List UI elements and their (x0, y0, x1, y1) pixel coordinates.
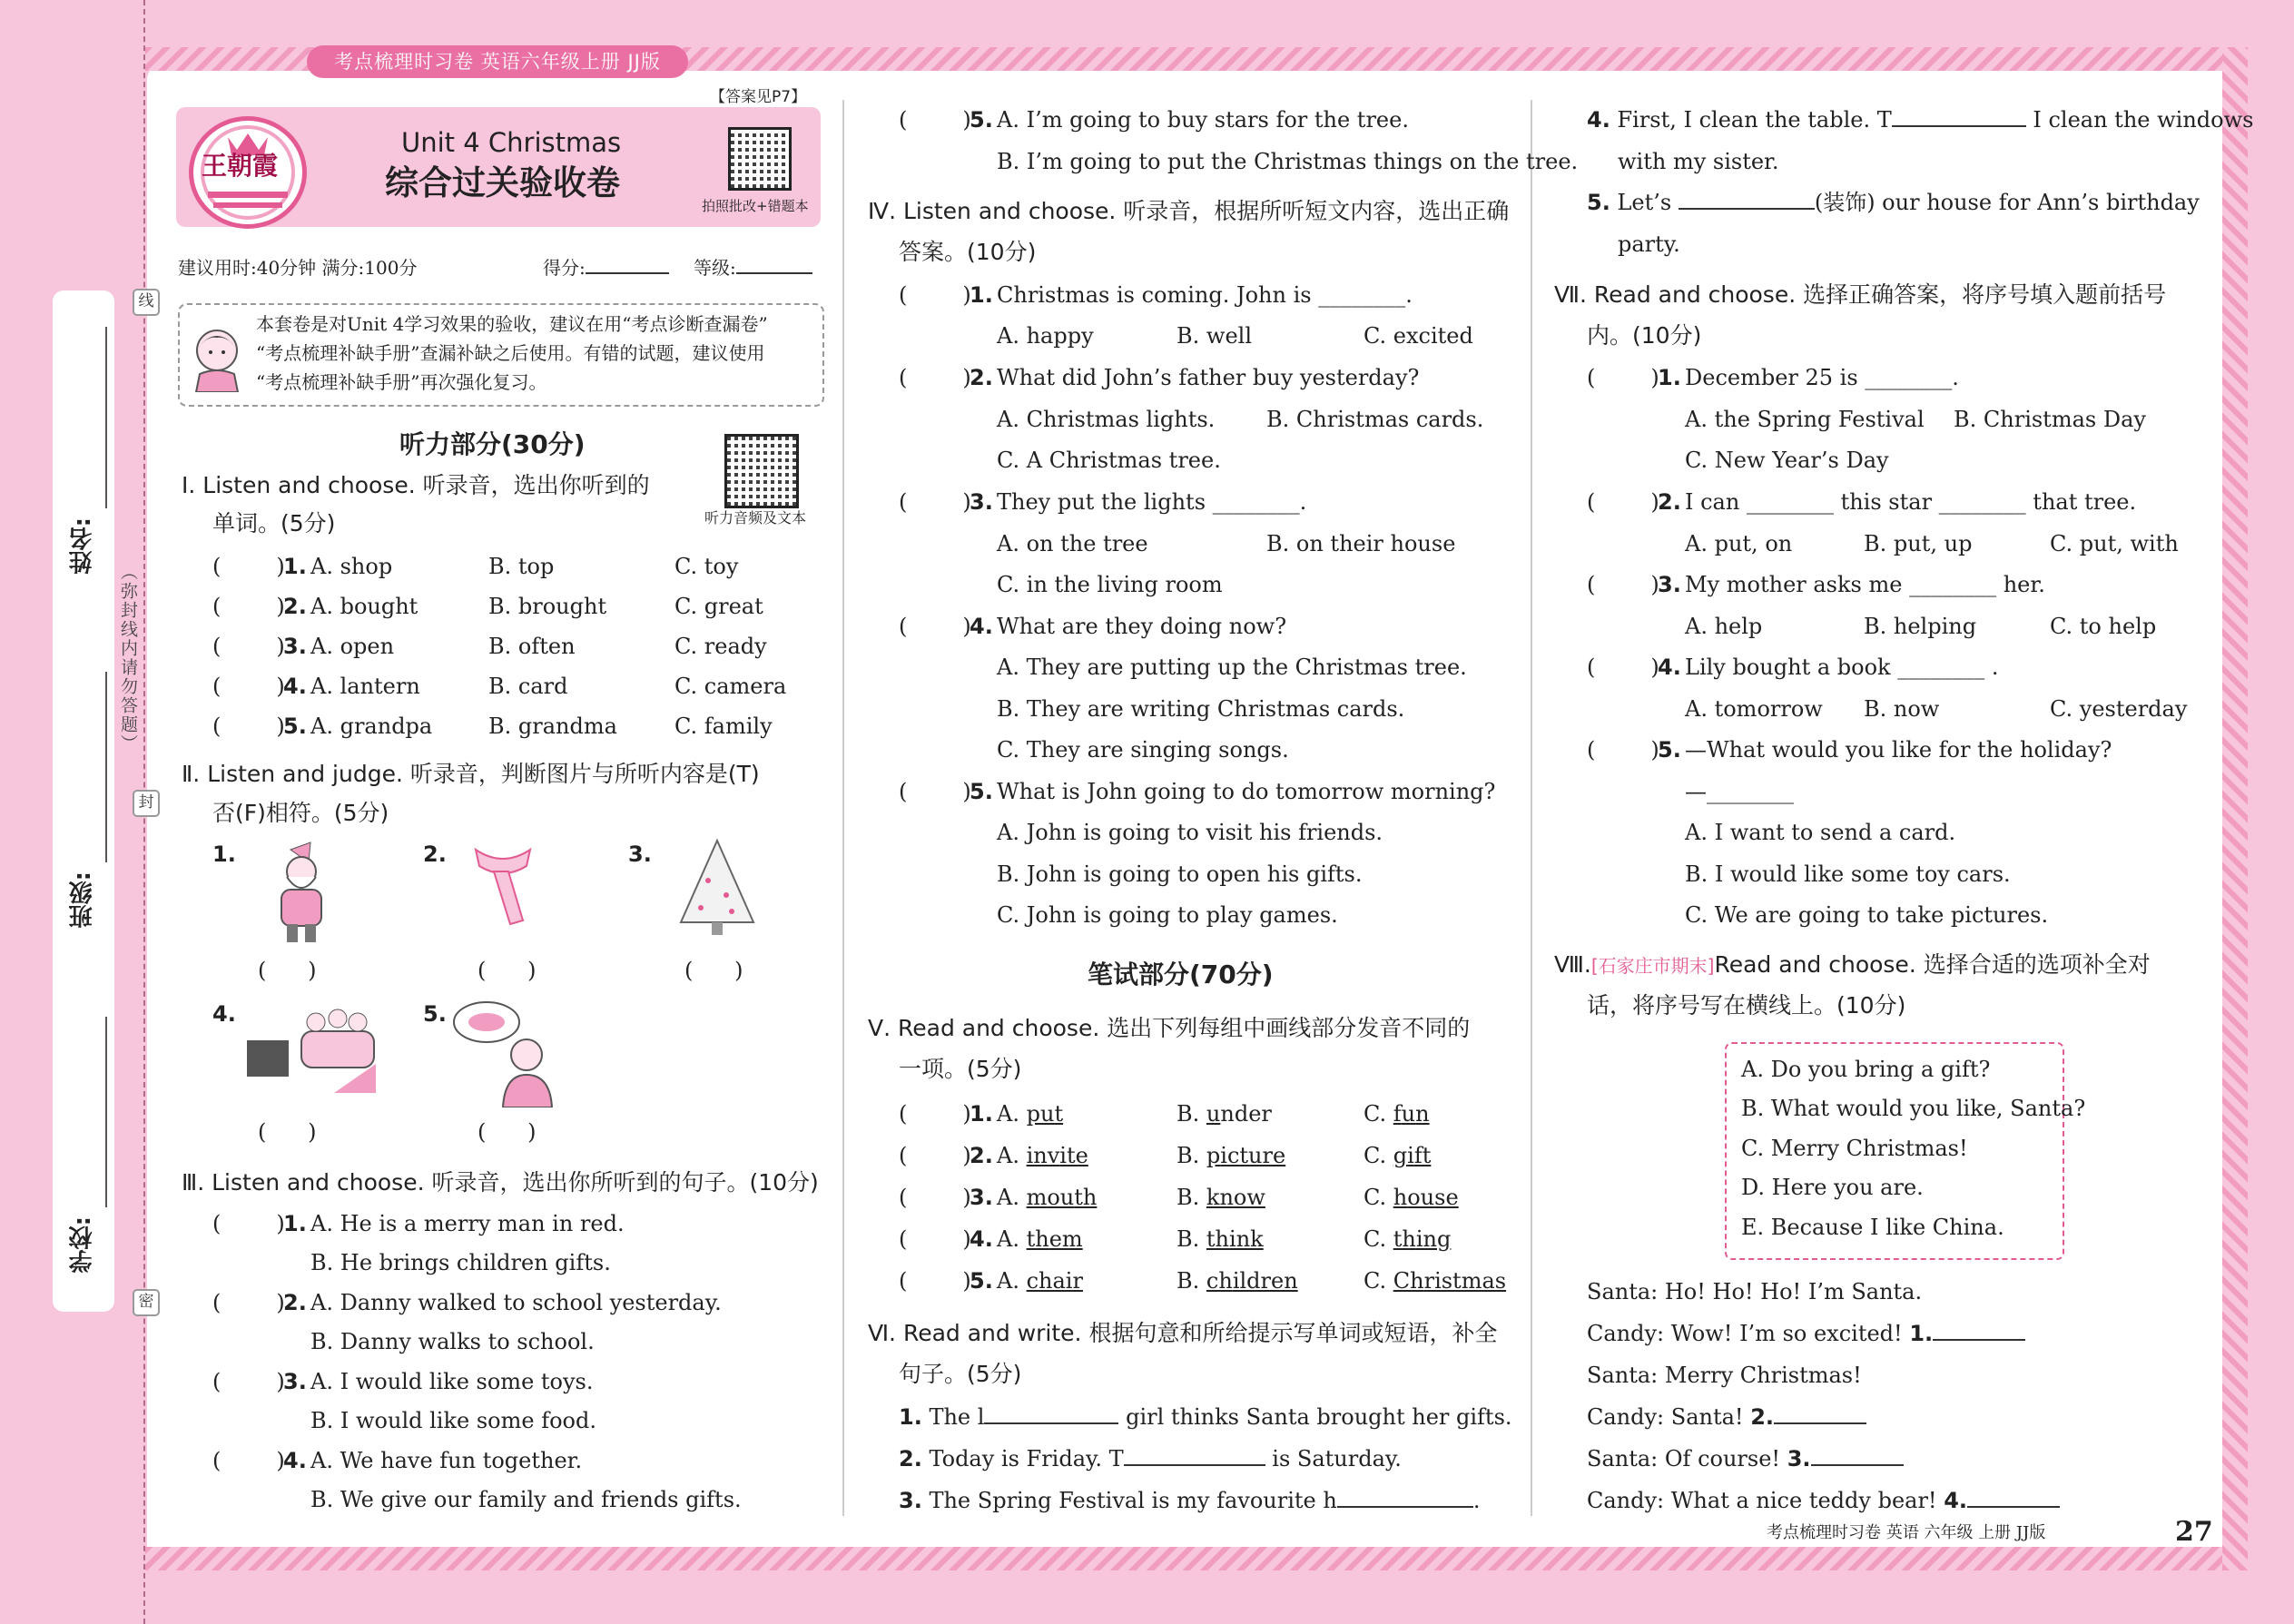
item-number: 1. (970, 282, 993, 308)
item-number: 3. (970, 1185, 993, 1210)
dialog-line: Candy: Santa! 2. (1587, 1403, 1866, 1431)
girl-illustration (187, 323, 247, 392)
option-c: C. put, with (2050, 531, 2179, 556)
qr-caption-listening: 听力音频及文本 (704, 509, 807, 527)
item-number: 3. (1658, 572, 1681, 597)
qr-code-listening[interactable] (724, 434, 799, 508)
picture-number: 1. (212, 842, 236, 867)
fill-sentence: 4. First, I clean the table. T I clean the windows (1587, 107, 2254, 133)
answer-paren[interactable]: ( ) (899, 614, 971, 639)
judge-paren[interactable]: ( ) (478, 1119, 537, 1145)
answer-paren[interactable]: ( ) (899, 779, 971, 804)
option-a: A. Christmas lights. (997, 407, 1216, 432)
option-b: B. helping (1864, 614, 1977, 639)
option-c: C. in the living room (997, 572, 1223, 597)
question-text: What is John going to do tomorrow morning? (997, 779, 1496, 804)
section-3-title: Ⅲ. Listen and choose. 听录音，选出你所听到的句子。(10分) (182, 1169, 819, 1196)
item-number: 1. (283, 554, 307, 579)
option-b: B. They are writing Christmas cards. (997, 696, 1405, 722)
option-b: B. John is going to open his gifts. (997, 861, 1363, 887)
unit-title: Unit 4 Christmas (401, 127, 622, 158)
dialog-blank-4[interactable] (1967, 1506, 2060, 1508)
option-a: A. lantern (310, 674, 420, 699)
option-a: A. bought (310, 594, 418, 619)
section-6-title: Ⅵ. Read and write. 根据句意和所给提示写单词或短语，补全 (868, 1320, 1498, 1346)
answer-paren[interactable]: ( ) (899, 489, 971, 515)
item-number: 3. (970, 489, 993, 515)
item-number: 3. (283, 634, 307, 659)
question-text: Lily bought a book ________ . (1685, 655, 1999, 680)
answer-paren[interactable]: ( ) (212, 1211, 285, 1236)
section-7-title-cont: 内。(10分) (1587, 322, 1702, 349)
column-divider (1531, 100, 1532, 1516)
dialog-line: Santa: Merry Christmas! (1587, 1363, 1862, 1388)
option-c: C. house (1364, 1185, 1459, 1210)
section-1-title-cont: 单词。(5分) (212, 510, 336, 536)
dialog-line: Candy: What a nice teddy bear! 4. (1587, 1487, 2060, 1514)
option-c: C. fun (1364, 1101, 1430, 1127)
item-number: 4. (1658, 655, 1681, 680)
answer-paren[interactable]: ( ) (1587, 572, 1659, 597)
answer-paren[interactable]: ( ) (212, 554, 285, 579)
section-4-title-cont: 答案。(10分) (899, 239, 1037, 265)
judge-paren[interactable]: ( ) (478, 958, 537, 983)
written-header: 笔试部分(70分) (1088, 960, 1274, 989)
option-c: C. We are going to take pictures. (1685, 902, 2049, 928)
option-c: C. Christmas (1364, 1268, 1507, 1294)
option-a: A. mouth (997, 1185, 1098, 1210)
question-text: My mother asks me ________ her. (1685, 572, 2045, 597)
item-number: 4. (970, 1226, 993, 1252)
option-a: A. them (997, 1226, 1083, 1252)
qr-caption-grading: 拍照批改+错题本 (702, 198, 809, 214)
option-b: B. know (1177, 1185, 1265, 1210)
option-b: B. Danny walks to school. (310, 1329, 595, 1354)
item-number: 5. (283, 714, 307, 739)
christmas-tree-picture (672, 835, 763, 939)
option-b: B. now (1864, 696, 1940, 722)
item-number: 2. (283, 1290, 307, 1315)
option-c: C. great (674, 594, 763, 619)
note-line: 本套卷是对Unit 4学习效果的验收，建议在用“考点诊断查漏卷” (256, 313, 768, 335)
option-a: A. invite (997, 1143, 1088, 1168)
option-c: C. gift (1364, 1143, 1432, 1168)
item-number: 2. (283, 594, 307, 619)
item-number: 5. (1658, 737, 1681, 763)
fill-sentence: 1. The l girl thinks Santa brought her gifts. (899, 1404, 1512, 1430)
item-number: 1. (1658, 365, 1681, 390)
section-6-title-cont: 句子。(5分) (899, 1361, 1022, 1387)
item-number: 1. (283, 1211, 307, 1236)
option-b: B. often (488, 634, 576, 659)
seal-mark-seal: 封 (133, 790, 160, 817)
name-field[interactable] (105, 327, 107, 508)
section-5-title-cont: 一项。(5分) (899, 1056, 1022, 1082)
option-b: B. card (488, 674, 568, 699)
judge-paren[interactable]: ( ) (258, 958, 317, 983)
option-a: A. John is going to visit his friends. (997, 820, 1383, 845)
answer-paren[interactable]: ( ) (899, 1268, 971, 1294)
option-a: A. put, on (1685, 531, 1793, 556)
answer-paren[interactable]: ( ) (899, 282, 971, 308)
item-number: 5. (970, 1268, 993, 1294)
answer-paren[interactable]: ( ) (1587, 655, 1659, 680)
option-b: B. brought (488, 594, 607, 619)
answer-paren[interactable]: ( ) (212, 714, 285, 739)
dialog-line: Candy: Wow! I’m so excited! 1. (1587, 1320, 2025, 1347)
option-c: C. ready (674, 634, 767, 659)
answer-paren[interactable]: ( ) (212, 634, 285, 659)
score-label: 得分: (543, 254, 669, 281)
question-text: I can ________ this star ________ that tree. (1685, 489, 2137, 515)
option-a: A. on the tree (997, 531, 1148, 556)
option-c: C. family (674, 714, 773, 739)
picture-number: 5. (423, 1001, 447, 1027)
blank-4[interactable] (1892, 125, 2026, 127)
judge-paren[interactable]: ( ) (684, 958, 743, 983)
option-b: B. We give our family and friends gifts. (310, 1487, 742, 1512)
answer-paren[interactable]: ( ) (1587, 737, 1659, 763)
option-b: B. under (1177, 1101, 1272, 1127)
question-text: December 25 is ________. (1685, 365, 1959, 390)
dialog-option: C. Merry Christmas! (1741, 1136, 1968, 1161)
fill-sentence-cont: party. (1618, 231, 1680, 257)
bottom-stripe (145, 1547, 2247, 1570)
region-tag: [石家庄市期末] (1590, 955, 1715, 977)
dialog-blank-2[interactable] (1774, 1422, 1866, 1424)
blank-5[interactable] (1679, 208, 1815, 210)
dialog-blank-3[interactable] (1811, 1464, 1904, 1466)
item-number: 5. (970, 107, 993, 133)
scarf-picture (467, 841, 539, 931)
option-a: A. happy (997, 323, 1094, 349)
fill-sentence: 5. Let’s (装饰) our house for Ann’s birthday (1587, 190, 2200, 215)
option-a: A. the Spring Festival (1685, 407, 1925, 432)
blank-2[interactable] (1124, 1464, 1265, 1466)
question-text: They put the lights ________. (997, 489, 1307, 515)
dialog-option: A. Do you bring a gift? (1741, 1057, 1991, 1082)
option-c: C. thing (1364, 1226, 1452, 1252)
question-text: What did John’s father buy yesterday? (997, 365, 1420, 390)
dialog-line: Santa: Ho! Ho! Ho! I’m Santa. (1587, 1279, 1923, 1304)
judge-paren[interactable]: ( ) (258, 1119, 317, 1145)
option-a: A. I’m going to buy stars for the tree. (997, 107, 1409, 133)
answer-dash: —________ (1685, 779, 1794, 804)
option-b: B. Christmas Day (1954, 407, 2146, 432)
option-a: A. I want to send a card. (1685, 820, 1956, 845)
option-c: C. A Christmas tree. (997, 448, 1221, 473)
answer-paren[interactable]: ( ) (899, 1101, 971, 1127)
question-text: —What would you like for the holiday? (1685, 737, 2112, 763)
school-field[interactable] (105, 1017, 107, 1207)
option-b: B. top (488, 554, 555, 579)
section-7-title: Ⅶ. Read and choose. 选择正确答案，将序号填入题前括号 (1554, 281, 2167, 308)
fill-sentence-cont: with my sister. (1618, 149, 1779, 174)
logo-text: 王朝霞 (202, 151, 279, 181)
option-b: B. grandma (488, 714, 617, 739)
item-number: 1. (970, 1101, 993, 1127)
dialog-line: Santa: Of course! 3. (1587, 1445, 1904, 1472)
section-2-title: Ⅱ. Listen and judge. 听录音，判断图片与所听内容是(T) (182, 761, 760, 787)
option-a: A. tomorrow (1685, 696, 1823, 722)
option-b: B. on their house (1266, 531, 1456, 556)
item-number: 3. (283, 1369, 307, 1394)
option-b: B. put, up (1864, 531, 1973, 556)
answer-paren[interactable]: ( ) (899, 107, 971, 133)
section-1-title: Ⅰ. Listen and choose. 听录音，选出你听到的 (182, 472, 650, 498)
name-label: 姓名: (69, 517, 96, 575)
option-a: A. shop (310, 554, 393, 579)
dialog-option: B. What would you like, Santa? (1741, 1096, 2086, 1121)
option-a: A. open (310, 634, 395, 659)
option-c: C. They are singing songs. (997, 737, 1289, 763)
item-number: 4. (283, 674, 307, 699)
item-number: 2. (970, 1143, 993, 1168)
school-label: 学校: (69, 1216, 96, 1274)
blank-1[interactable] (984, 1422, 1118, 1424)
class-field[interactable] (105, 672, 107, 862)
item-number: 5. (970, 779, 993, 804)
section-5-title: Ⅴ. Read and choose. 选出下列每组中画线部分发音不同的 (868, 1015, 1471, 1041)
paper-title: 综合过关验收卷 (385, 163, 620, 202)
dialog-blank-1[interactable] (1933, 1339, 2025, 1341)
santa-picture (265, 841, 338, 948)
family-tv-picture (243, 999, 379, 1098)
answer-paren[interactable]: ( ) (212, 594, 285, 619)
fill-sentence: 3. The Spring Festival is my favourite h . (899, 1488, 1481, 1513)
question-text: Christmas is coming. John is ________. (997, 282, 1413, 308)
answer-paren[interactable]: ( ) (212, 674, 285, 699)
class-label: 班级: (69, 871, 96, 929)
answer-paren[interactable]: ( ) (899, 365, 971, 390)
answer-paren[interactable]: ( ) (899, 1185, 971, 1210)
item-number: 4. (283, 1448, 307, 1473)
item-number: 2. (970, 365, 993, 390)
blank-3[interactable] (1337, 1506, 1473, 1508)
option-c: C. camera (674, 674, 787, 699)
right-stripe (2222, 47, 2248, 1570)
option-a: A. chair (997, 1268, 1083, 1294)
grade-label: 等级: (694, 254, 812, 281)
option-c: C. to help (2050, 614, 2157, 639)
option-b: B. children (1177, 1268, 1298, 1294)
option-a: A. put (997, 1101, 1064, 1127)
answer-paren[interactable]: ( ) (899, 1226, 971, 1252)
section-2-title-cont: 否(F)相符。(5分) (212, 800, 389, 826)
item-number: 2. (1658, 489, 1681, 515)
picture-number: 3. (628, 842, 652, 867)
option-b: B. I would like some food. (310, 1408, 596, 1433)
header-tab: 考点梳理时习卷 英语六年级上册 JJ版 (307, 45, 688, 78)
answer-paren[interactable]: ( ) (212, 1290, 285, 1315)
option-a: A. He is a merry man in red. (310, 1211, 625, 1236)
item-number: 4. (970, 614, 993, 639)
option-b: B. Christmas cards. (1266, 407, 1484, 432)
seal-mark-line: 线 (133, 289, 160, 316)
option-a: A. Danny walked to school yesterday. (310, 1290, 722, 1315)
answer-paren[interactable]: ( ) (1587, 489, 1659, 515)
option-b: B. picture (1177, 1143, 1286, 1168)
seal-mark-secret: 密 (133, 1289, 160, 1316)
option-c: C. John is going to play games. (997, 902, 1338, 928)
answer-paren[interactable]: ( ) (212, 1448, 285, 1473)
fill-sentence: 2. Today is Friday. T is Saturday. (899, 1446, 1402, 1471)
option-c: C. toy (674, 554, 739, 579)
picture-number: 4. (212, 1001, 236, 1027)
option-a: A. help (1685, 614, 1763, 639)
dialog-option: E. Because I like China. (1741, 1215, 2004, 1240)
answer-paren[interactable]: ( ) (1587, 365, 1659, 390)
answer-paren[interactable]: ( ) (212, 1369, 285, 1394)
question-text: What are they doing now? (997, 614, 1287, 639)
woman-thinking-picture (450, 999, 565, 1107)
answer-ref: 【答案见P7】 (710, 88, 807, 106)
option-c: C. New Year’s Day (1685, 448, 1889, 473)
option-b: B. think (1177, 1226, 1264, 1252)
option-c: C. excited (1364, 323, 1473, 349)
column-divider (842, 100, 844, 1516)
option-a: A. I would like some toys. (310, 1369, 594, 1394)
picture-number: 2. (423, 842, 447, 867)
option-b: B. I’m going to put the Christmas things on the tree. (997, 149, 1579, 174)
dialog-option: D. Here you are. (1741, 1175, 1924, 1200)
option-c: C. yesterday (2050, 696, 2188, 722)
note-line: “考点梳理补缺手册”再次强化复习。 (256, 371, 547, 393)
page-number: 27 (2175, 1516, 2213, 1548)
listening-header: 听力部分(30分) (399, 429, 586, 459)
option-b: B. well (1177, 323, 1252, 349)
option-a: A. They are putting up the Christmas tree. (997, 655, 1467, 680)
note-line: “考点梳理补缺手册”查漏补缺之后使用。有错的试题，建议使用 (256, 342, 765, 364)
section-4-title: Ⅳ. Listen and choose. 听录音，根据所听短文内容，选出正确 (868, 198, 1510, 224)
section-8-title-cont: 话，将序号写在横线上。(10分) (1587, 992, 1906, 1019)
option-a: A. grandpa (310, 714, 433, 739)
option-b: B. He brings children gifts. (310, 1250, 611, 1275)
option-a: A. We have fun together. (310, 1448, 583, 1473)
section-8-title: Ⅷ.[石家庄市期末]Read and choose. 选择合适的选项补全对 (1554, 951, 2151, 978)
option-b: B. I would like some toy cars. (1685, 861, 2011, 887)
qr-code-grading[interactable] (728, 127, 792, 191)
seal-note: （弥封线内请勿答题） (118, 563, 138, 753)
time-info: 建议用时:40分钟 满分:100分 (178, 257, 418, 279)
answer-paren[interactable]: ( ) (899, 1143, 971, 1168)
footer-text: 考点梳理时习卷 英语 六年级 上册 JJ版 (1767, 1523, 2046, 1542)
